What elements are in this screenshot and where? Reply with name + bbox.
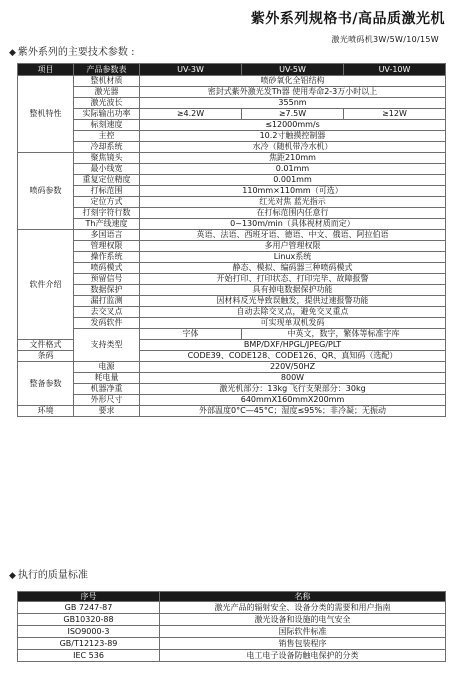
value-cell: 自动去除交叉点，避免交叉重点	[140, 307, 446, 318]
param-cell: 操作系统	[74, 252, 140, 263]
col-header-item: 项目	[18, 64, 74, 76]
standard-name: 激光产品的辐射安全、设备分类的需要和用户指南	[160, 602, 446, 614]
category-cell: 整备参数	[18, 362, 74, 406]
table-row	[18, 318, 446, 329]
table-row	[18, 296, 446, 307]
param-cell: 条码	[18, 351, 74, 362]
table-row	[18, 241, 446, 252]
param-cell: 文件格式	[18, 340, 74, 351]
param-cell: 外形尺寸	[74, 395, 140, 406]
value-cell: 多用户管理权限	[140, 241, 446, 252]
param-cell: 要求	[74, 406, 140, 417]
standards-section-heading: ◆ 执行的质量标准	[9, 570, 88, 581]
param-cell: 聚焦镜头	[74, 153, 140, 164]
param-cell: 打标范围	[74, 186, 140, 197]
value-cell: 0.001mm	[140, 175, 446, 186]
param-cell: 多国语言	[74, 230, 140, 241]
col-header-code: 序号	[18, 592, 160, 602]
value-cell: BMP/DXF/HPGL/JPEG/PLT	[140, 340, 446, 351]
value-cell: 0.01mm	[140, 164, 446, 175]
table-row	[18, 362, 446, 373]
param-cell: 电源	[74, 362, 140, 373]
standard-name: 电工电子设备防触电保护的分类	[160, 650, 446, 662]
page-subtitle: 激光喷码机3W/5W/10/15W	[331, 35, 439, 44]
param-cell: 冷却系统	[74, 142, 140, 153]
param-cell: 标刻速度	[74, 120, 140, 131]
category-cell: 支持类型	[74, 329, 140, 362]
table-row	[18, 142, 446, 153]
col-header-uv10w: UV-10W	[344, 64, 446, 76]
category-cell: 整机特性	[18, 76, 74, 153]
value-cell: ≤12000mm/s	[140, 120, 446, 131]
table-row	[18, 153, 446, 164]
value-cell: 喷砂氧化全铝结构	[140, 76, 446, 87]
page-title: 紫外系列规格书/高品质激光机	[250, 11, 445, 27]
param-cell: 管理权限	[74, 241, 140, 252]
value-cell: 红光对焦 蓝光指示	[140, 197, 446, 208]
param-cell: 预留信号	[74, 274, 140, 285]
standard-code: GB 7247-87	[18, 602, 160, 614]
param-cell: 重复定位精度	[74, 175, 140, 186]
table-row	[18, 252, 446, 263]
table-row	[18, 120, 446, 131]
value-cell: Linux系统	[140, 252, 446, 263]
value-cell: 静态、模拟、编码器三种喷码模式	[140, 263, 446, 274]
table-row	[18, 131, 446, 142]
standard-code: IEC 536	[18, 650, 160, 662]
category-cell: 环境	[18, 406, 74, 417]
specs-header-row	[18, 64, 446, 76]
param-cell: 喷码模式	[74, 263, 140, 274]
table-row	[18, 175, 446, 186]
param-cell: 激光器	[74, 87, 140, 98]
param-cell: 去交叉点	[74, 307, 140, 318]
col-header-name: 名称	[160, 592, 446, 602]
diamond-icon: ◆	[9, 571, 16, 581]
value-cell: 英语、法语、西班牙语、德语、中文、俄语、阿拉伯语	[140, 230, 446, 241]
table-row	[18, 219, 446, 230]
param-cell: 最小线宽	[74, 164, 140, 175]
col-header-uv3w: UV-3W	[140, 64, 242, 76]
value-cell: 水冷（随机带冷水机）	[140, 142, 446, 153]
value-cell: 因材料反光导致误触发，提供过速报警功能	[140, 296, 446, 307]
value-cell: 具有掉电数据保护功能	[140, 285, 446, 296]
specs-table	[17, 63, 446, 417]
diamond-icon: ◆	[9, 48, 16, 58]
value-cell: 640mmX160mmX200mm	[140, 395, 446, 406]
table-row	[18, 307, 446, 318]
table-row	[18, 87, 446, 98]
param-cell: 耗电量	[74, 373, 140, 384]
table-row	[18, 274, 446, 285]
standard-code: ISO9000-3	[18, 626, 160, 638]
table-row	[18, 638, 446, 650]
standard-code: GB10320-88	[18, 614, 160, 626]
table-row	[18, 197, 446, 208]
table-row	[18, 208, 446, 219]
value-cell: 中英文，数字，繁体等标准字库	[242, 329, 446, 340]
value-cell: 密封式紫外激光发Th器 使用寿命2-3万小时以上	[140, 87, 446, 98]
table-row	[18, 109, 446, 120]
table-row	[18, 406, 446, 417]
value-cell: 开始打印、打印状态、打印完毕、故障报警	[140, 274, 446, 285]
param-cell: 定位方式	[74, 197, 140, 208]
value-cell: 0~130m/min（具体视材质而定）	[140, 219, 446, 230]
param-cell: 数据保护	[74, 285, 140, 296]
standards-header-row	[18, 592, 446, 602]
table-row	[18, 602, 446, 614]
value-cell: 可实现单双机发码	[140, 318, 446, 329]
param-cell: 打刻字符行数	[74, 208, 140, 219]
table-row	[18, 76, 446, 87]
table-row	[18, 626, 446, 638]
value-cell: 110mm×110mm（可选）	[140, 186, 446, 197]
param-cell: 主控	[74, 131, 140, 142]
value-cell: 在打标范围内任意行	[140, 208, 446, 219]
param-cell: Th产线速度	[74, 219, 140, 230]
table-row	[18, 650, 446, 662]
param-cell: 发码软件	[74, 318, 140, 329]
param-cell: 字体	[140, 329, 242, 340]
standard-name: 激光设备和设施的电气安全	[160, 614, 446, 626]
param-cell: 机器净重	[74, 384, 140, 395]
standard-code: GB/T12123-89	[18, 638, 160, 650]
value-cell: 激光机部分：13kg 飞行支架部分：30kg	[140, 384, 446, 395]
table-row	[18, 186, 446, 197]
value-cell: ≥4.2W	[140, 109, 242, 120]
value-cell: 外部温度0°C—45°C；湿度≤95%；非冷凝；无振动	[140, 406, 446, 417]
category-cell: 喷码参数	[18, 153, 74, 230]
value-cell: CODE39、CODE128、CODE126、QR、真知码（选配）	[140, 351, 446, 362]
table-row	[18, 373, 446, 384]
value-cell: 355nm	[140, 98, 446, 109]
table-row	[18, 285, 446, 296]
table-row	[18, 164, 446, 175]
table-row	[18, 395, 446, 406]
standards-table	[17, 591, 446, 662]
table-row	[18, 98, 446, 109]
param-cell: 实际输出功率	[74, 109, 140, 120]
value-cell: 10.2寸触摸控制器	[140, 131, 446, 142]
table-row	[18, 230, 446, 241]
standard-name: 销售包装程序	[160, 638, 446, 650]
table-row	[18, 384, 446, 395]
value-cell: 800W	[140, 373, 446, 384]
standard-name: 国际软件标准	[160, 626, 446, 638]
table-row	[18, 614, 446, 626]
param-cell: 整机材质	[74, 76, 140, 87]
col-header-param: 产品参数表	[74, 64, 140, 76]
value-cell: ≥12W	[344, 109, 446, 120]
param-cell: 激光波长	[74, 98, 140, 109]
table-row	[18, 263, 446, 274]
value-cell: ≥7.5W	[242, 109, 344, 120]
category-cell: 软件介绍	[18, 230, 74, 340]
col-header-uv5w: UV-5W	[242, 64, 344, 76]
value-cell: 焦距210mm	[140, 153, 446, 164]
value-cell: 220V/50HZ	[140, 362, 446, 373]
table-row	[18, 329, 446, 340]
param-cell: 漏打监测	[74, 296, 140, 307]
specs-section-heading: ◆ 紫外系列的主要技术参数 :	[9, 47, 135, 58]
